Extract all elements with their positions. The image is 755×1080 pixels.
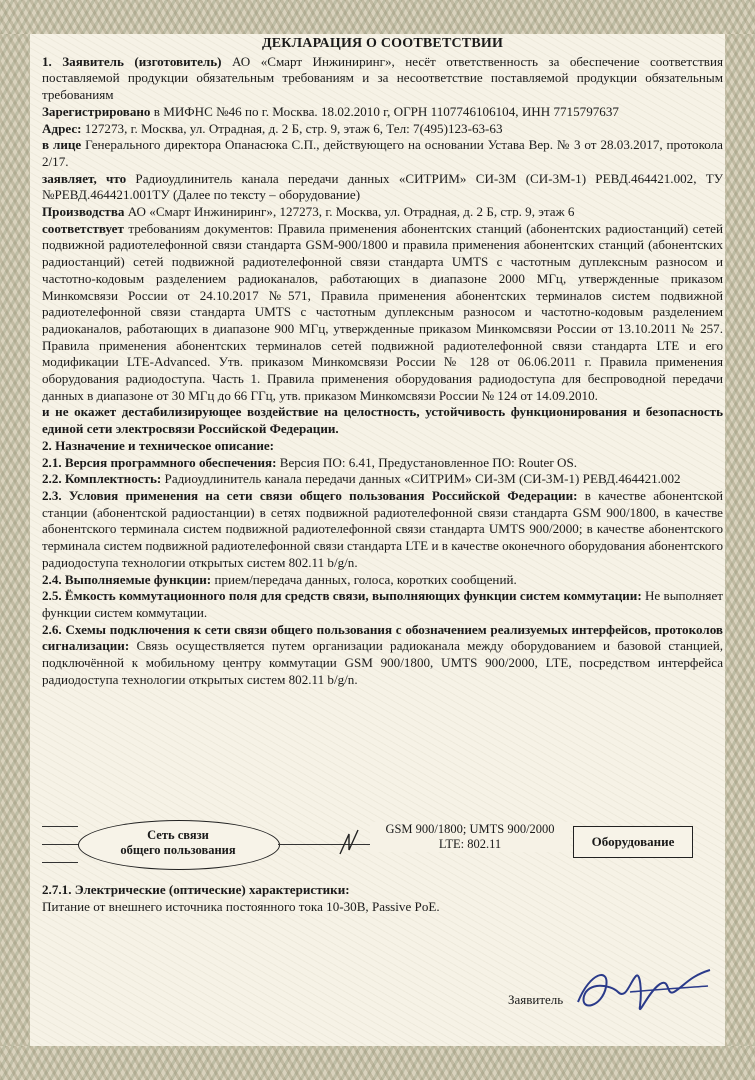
stability-statement: и не окажет дестабилизирующее воздействие на целостность, устойчивость функционирования и безопасность единой сети электросвязи Российской Федерации.	[42, 404, 723, 437]
section-2-1: 2.1. Версия программного обеспечения: Версия ПО: 6.41, Предустановленное ПО: Router OS.	[42, 454, 578, 470]
ornamental-border-bottom	[0, 1046, 755, 1080]
registration: Зарегистрировано в МИФНС №46 по г. Москва. 18.02.2010 г, ОГРН 1107746106104, ИНН 7715797637	[42, 103, 619, 119]
diagram-connector	[42, 826, 78, 827]
equipment-box: Оборудование	[573, 826, 693, 858]
diagram-connector	[42, 862, 78, 863]
production: Производства АО «Смарт Инжиниринг», 127273, г. Москва, ул. Отрадная, д. 2 Б, стр. 9, этаж 6	[42, 204, 575, 220]
declaration-text	[42, 36, 723, 688]
section-2-heading: 2. Назначение и техническое описание:	[42, 437, 275, 453]
section-2-2: 2.2. Комплектность: Радиоудлинитель канала передачи данных «СИТРИМ» СИ-3М (СИ-3М-1) РЕВД.464421.002	[42, 471, 681, 487]
section-2-7-1: 2.7.1. Электрические (оптические) характеристики: Питание от внешнего источника постоянного тока 10-30В, Passive PoE.	[42, 882, 440, 914]
section-1: 1. Заявитель (изготовитель) АО «Смарт Инжиниринг», несёт ответственность за обеспечение соответствия поставляемой продукции обязательным требованиям и за несоответствие поставляемой продукции обязательным требованиям	[42, 53, 723, 103]
ornamental-border-right	[725, 34, 755, 1046]
ornamental-border-left	[0, 34, 30, 1046]
section-2-6: 2.6. Схемы подключения к сети связи общего пользования с обозначением реализуемых интерфейсов, протоколов сигнализации: Связь осуществляется путем организации радиоканала между оборудованием и базовой станцией, подключённой к мобильному центру коммутации GSM 900/1800, UMTS 900/2000, LTE, посредством интерфейса радиодоступа технологии открытых систем 802.11 b/g/n.	[42, 621, 723, 687]
signature-label: Заявитель	[508, 992, 564, 1007]
protocols-label: GSM 900/1800; UMTS 900/2000 LTE: 802.11	[370, 822, 570, 852]
declares-statement: заявляет, что Радиоудлинитель канала передачи данных «СИТРИМ» СИ-3М (СИ-3М-1) РЕВД.464421.002, ТУ №РЕВД.464421.001ТУ (Далее по тексту – оборудование)	[42, 170, 724, 203]
connection-diagram	[42, 814, 723, 876]
section-2-5: 2.5. Ёмкость коммутационного поля для средств связи, выполняющих функции систем коммутации: Не выполняет функции систем коммутации.	[42, 588, 723, 620]
section-2-4: 2.4. Выполняемые функции: прием/передача данных, голоса, коротких сообщений.	[42, 571, 517, 587]
handwritten-signature	[570, 962, 720, 1022]
radio-link-icon	[338, 828, 360, 858]
document-title: ДЕКЛАРАЦИЯ О СООТВЕТСТВИИ	[261, 36, 504, 51]
compliance-requirements: соответствует требованиям документов: Правила применения абонентских станций (абонентских радиостанций) сетей подвижной радиотелефонной связи стандарта GSM-900/1800 и правила применения абонентских станций (абонентских радиостанций) сетей подвижной радиотелефонной связи стандарта UMTS с частотным дуплексным разносом и частотно-кодовым разделением радиоканалов, работающих в диапазоне 2000 МГц, утвержденные приказом Минкомсвязи России от 24.10.2017 №571, Правила применения абонентских терминалов систем подвижной радиотелефонной связи стандарта UMTS с частотным дуплексным разносом и частотно-кодовым разделением радиоканалов, работающих в диапазоне 900 МГц, утвержденные приказом Минкомсвязи России от 13.10.2011 № 257. Правила применения абонентских терминалов сетей подвижной радиотелефонной связи стандарта LTE и его модификации LTE-Advanced. Утв. приказом Минкомсвязи России № 128 от 06.06.2011 г. Правила применения оборудования радиодоступа. Часть 1. Правила применения оборудования радиодоступа для беспроводной передачи данных в диапазоне от 30 МГц до 66 ГГц, утв. приказом Минкомсвязи России № 124 от 14.09.2010.	[42, 220, 723, 403]
ornamental-border-top	[0, 0, 755, 34]
network-cloud-label: Сеть связи общего пользования	[120, 828, 236, 857]
representative: в лице Генерального директора Опанасюка С.П., действующего на основании Устава Вер. № 3 от 28.03.2017, протокола 2/17.	[42, 137, 723, 169]
section-2-3: 2.3. Условия применения на сети связи общего пользования Российской Федерации: в качестве абонентской станции (абонентской радиостанции) в сетях подвижной радиотелефонной связи стандарта GSM 900/1800, в качестве абонентского терминала систем подвижной радиотелефонной связи стандарта UMTS 900/2000; в качестве абонентского терминала систем подвижной радиотелефонной связи стандарта LTE и в качестве оконечного оборудования абонентского радиодоступа технологии открытых систем 802.11 b/g/n.	[42, 487, 723, 570]
diagram-connector	[42, 844, 78, 845]
address: Адрес: 127273, г. Москва, ул. Отрадная, д. 2 Б, стр. 9, этаж 6, Тел: 7(495)123-63-63	[42, 120, 503, 136]
